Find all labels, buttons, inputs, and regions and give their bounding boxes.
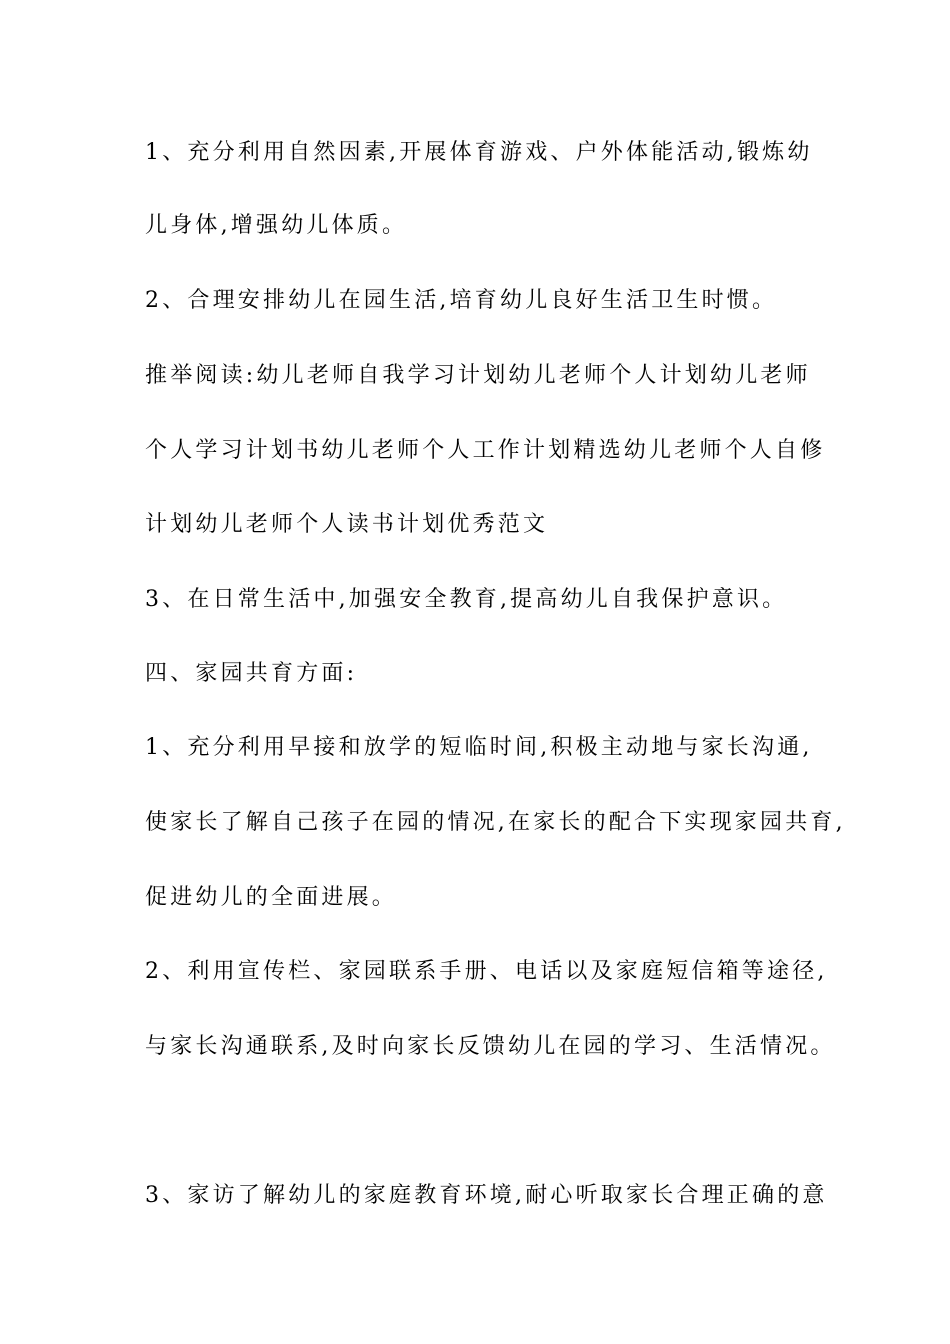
paragraph-line: 1、充分利用早接和放学的短临时间,积极主动地与家长沟通, [145,735,813,760]
paragraph-line: 1、充分利用自然因素,开展体育游戏、户外体能活动,锻炼幼 [145,140,813,165]
paragraph-line: 个人学习计划书幼儿老师个人工作计划精选幼儿老师个人自修 [145,438,826,463]
paragraph-line: 与家长沟通联系,及时向家长反馈幼儿在园的学习、生活情况。 [145,1034,836,1059]
paragraph-line: 3、家访了解幼儿的家庭教育环境,耐心听取家长合理正确的意 [145,1183,828,1208]
section-heading: 四、家园共育方面: [145,661,358,686]
paragraph-line: 计划幼儿老师个人读书计划优秀范文 [145,512,549,537]
paragraph-line: 使家长了解自己孩子在园的情况,在家长的配合下实现家园共育, [145,810,846,835]
paragraph-line: 儿身体,增强幼儿体质。 [145,213,408,238]
paragraph-line: 2、合理安排幼儿在园生活,培育幼儿良好生活卫生时惯。 [145,288,778,313]
paragraph-line: 3、在日常生活中,加强安全教育,提高幼儿自我保护意识。 [145,587,788,612]
paragraph-line: 促进幼儿的全面进展。 [145,885,398,910]
paragraph-line: 2、利用宣传栏、家园联系手册、电话以及家庭短信箱等途径, [145,959,828,984]
paragraph-line: 推举阅读:幼儿老师自我学习计划幼儿老师个人计划幼儿老师 [145,363,811,388]
